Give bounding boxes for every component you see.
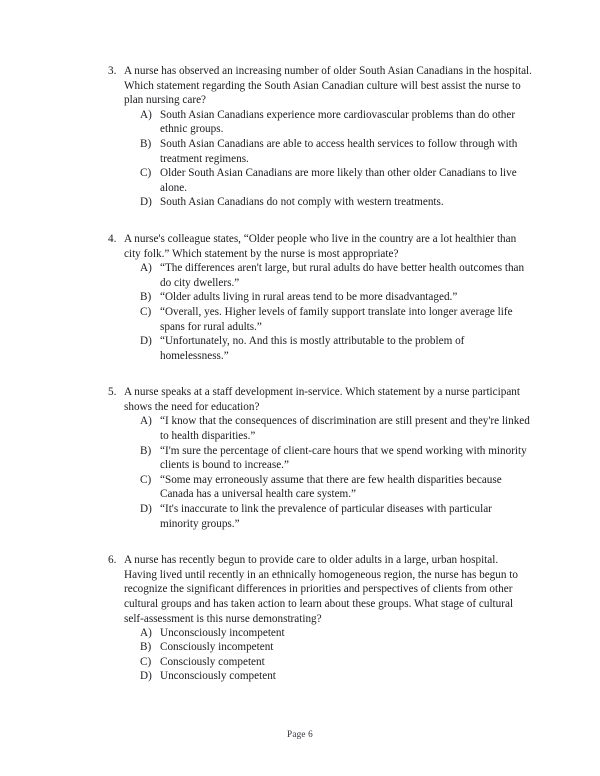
answer-option-letter: A): [140, 415, 152, 428]
question-text: A nurse's colleague states, “Older people who live in the country are a lot healthier than city folk.” Which statement by the nurse is most appropriate?: [124, 232, 517, 260]
question-stem: [108, 232, 532, 261]
answer-option[interactable]: [140, 261, 532, 290]
answer-option-text: “I know that the consequences of discrimination are still present and they're linked to health disparities.”: [160, 415, 530, 443]
answer-option[interactable]: [140, 626, 532, 640]
question-stem: [108, 64, 532, 108]
answer-option-text: South Asian Canadians experience more cardiovascular problems than do other ethnic groups.: [160, 108, 516, 136]
answer-option-letter: D): [140, 503, 152, 516]
answer-option-text: Consciously competent: [160, 655, 265, 668]
question-stem: [108, 385, 532, 414]
question-text: A nurse has recently begun to provide care to older adults in a large, urban hospital. Having lived until recently in an ethnically homogeneous region, the nurse has begun to recognize the significant differences in priorities and perspectives of clients from other cultural groups and has taken action to learn about these groups. What stage of cultural self-assessment is this nurse demonstrating?: [124, 554, 518, 625]
question-text: A nurse speaks at a staff development in-service. Which statement by a nurse participant shows the need for education?: [124, 386, 520, 413]
answer-option-letter: C): [140, 473, 152, 486]
answer-option-letter: B): [140, 641, 152, 654]
answer-option[interactable]: [140, 290, 532, 305]
answer-option[interactable]: [140, 444, 532, 473]
answer-option[interactable]: [140, 137, 532, 166]
answer-option-text: Unconsciously competent: [160, 669, 276, 682]
answer-option-list: [108, 626, 532, 683]
answer-option-letter: A): [140, 262, 152, 275]
answer-option-list: [108, 108, 532, 210]
answer-option-letter: B): [140, 444, 152, 457]
answer-option-text: “The differences aren't large, but rural adults do have better health outcomes than do city dwellers.”: [160, 262, 525, 289]
answer-option-text: “I'm sure the percentage of client-care hours that we spend working with minority clients is bound to increase.”: [160, 444, 527, 472]
question-number: 5.: [108, 386, 117, 399]
answer-option[interactable]: [140, 195, 532, 210]
answer-option-letter: C): [140, 167, 152, 180]
question-block: [108, 64, 532, 210]
question-list: [108, 64, 532, 705]
answer-option[interactable]: [140, 502, 532, 531]
answer-option[interactable]: [140, 473, 532, 502]
answer-option[interactable]: [140, 305, 532, 334]
question-block: [108, 385, 532, 531]
answer-option[interactable]: [140, 334, 532, 363]
answer-option[interactable]: [140, 108, 532, 137]
answer-option[interactable]: [140, 166, 532, 195]
answer-option-text: “Unfortunately, no. And this is mostly attributable to the problem of homelessness.”: [160, 335, 465, 362]
answer-option[interactable]: [140, 640, 532, 654]
question-text: A nurse has observed an increasing number of older South Asian Canadians in the hospital. Which statement regarding the South Asian Canadian culture will best assist the nurse to plan nursing care?: [124, 65, 532, 107]
answer-option-list: [108, 414, 532, 531]
question-block: [108, 553, 532, 683]
answer-option[interactable]: [140, 414, 532, 443]
answer-option-letter: B): [140, 137, 152, 150]
answer-option-letter: D): [140, 196, 152, 209]
answer-option[interactable]: [140, 655, 532, 669]
answer-option-letter: B): [140, 291, 152, 304]
answer-option-letter: C): [140, 655, 152, 668]
question-number: 4.: [108, 232, 117, 245]
answer-option-text: Unconsciously incompetent: [160, 627, 285, 640]
answer-option-letter: C): [140, 305, 152, 318]
answer-option-text: Older South Asian Canadians are more likely than other older Canadians to live alone.: [160, 167, 517, 194]
answer-option-letter: D): [140, 335, 152, 348]
answer-option-letter: A): [140, 627, 152, 640]
page-footer: Page 6: [287, 729, 313, 739]
answer-option-text: South Asian Canadians do not comply with western treatments.: [160, 196, 444, 209]
answer-option-text: “It's inaccurate to link the prevalence of particular diseases with particular minority groups.”: [160, 503, 492, 530]
question-stem: [108, 553, 532, 626]
question-block: [108, 232, 532, 363]
question-number: 6.: [108, 554, 117, 567]
answer-option-letter: D): [140, 669, 152, 682]
answer-option-text: South Asian Canadians are able to access health services to follow through with treatment regimens.: [160, 137, 518, 165]
answer-option-text: “Some may erroneously assume that there are few health disparities because Canada has a universal health care system.”: [160, 473, 502, 501]
answer-option-list: [108, 261, 532, 363]
answer-option-text: “Older adults living in rural areas tend to be more disadvantaged.”: [160, 291, 458, 304]
question-number: 3.: [108, 65, 117, 77]
answer-option[interactable]: [140, 669, 532, 683]
answer-option-text: Consciously incompetent: [160, 641, 274, 654]
answer-option-text: “Overall, yes. Higher levels of family support translate into longer average life spans for rural adults.”: [160, 305, 513, 333]
answer-option-letter: A): [140, 108, 152, 121]
